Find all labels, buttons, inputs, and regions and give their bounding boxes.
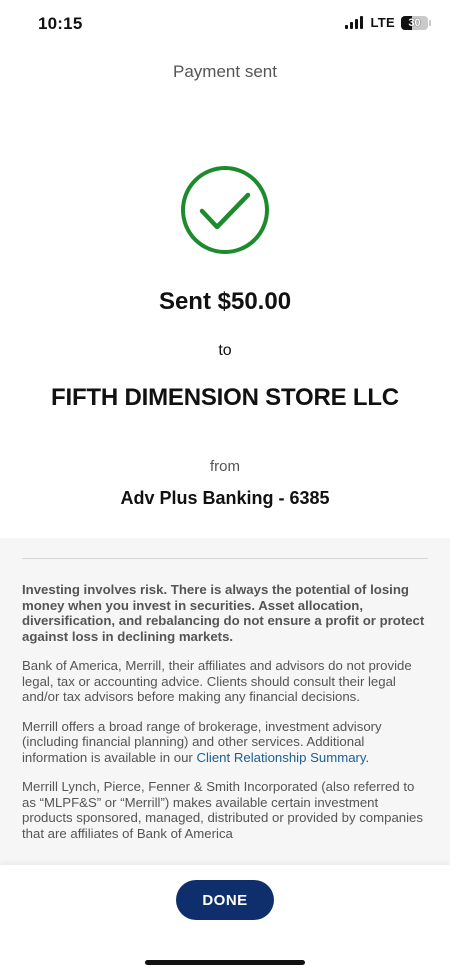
footer [0,865,450,975]
home-indicator[interactable] [145,960,305,965]
tax-disclosure: Bank of America, Merrill, their affiliates and advisors do not provide legal, tax or accounting advice. Clients should consult their legal and/or tax advisors before making any financial decisions. [22,658,412,704]
disclosure-panel[interactable] [0,538,450,865]
status-indicators [345,15,429,30]
recipient-name: FIFTH DIMENSION STORE LLC [51,384,399,411]
check-circle-icon [180,165,270,255]
battery-level: 30 [408,16,421,29]
account-name: Adv Plus Banking - 6385 [120,488,330,508]
status-bar [0,0,450,48]
signal-icon [345,16,365,29]
divider [22,558,428,559]
done-button[interactable]: DONE [176,880,274,920]
from-label: from [210,458,240,475]
network-type: LTE [370,15,395,30]
risk-disclosure: Investing involves risk. There is always the potential of losing money when you invest in securities. Asset allocation, diversification, and rebalancing do not ensure a profit or protect against loss in declining markets. [22,582,425,644]
client-relationship-summary-link[interactable]: Client Relationship Summary [196,749,366,765]
sent-amount: Sent $50.00 [158,288,292,315]
to-label: to [218,342,232,359]
battery-icon [401,16,428,30]
status-time: 10:15 [38,14,83,33]
mlpfs-disclosure: Merrill Lynch, Pierce, Fenner & Smith Incorporated (also referred to as “MLPF&S” or “Merrill”) makes available certain investment products sponsored, managed, distributed or provided by companies that are affiliates of Bank of America [22,779,423,841]
services-disclosure: Merrill offers a broad range of brokerage, investment advisory (including financial planning) and other services. Additional information is available in our Client Relationship Summary. [22,718,382,765]
page-title: Payment sent [173,62,277,81]
disclosure-text [22,582,428,855]
